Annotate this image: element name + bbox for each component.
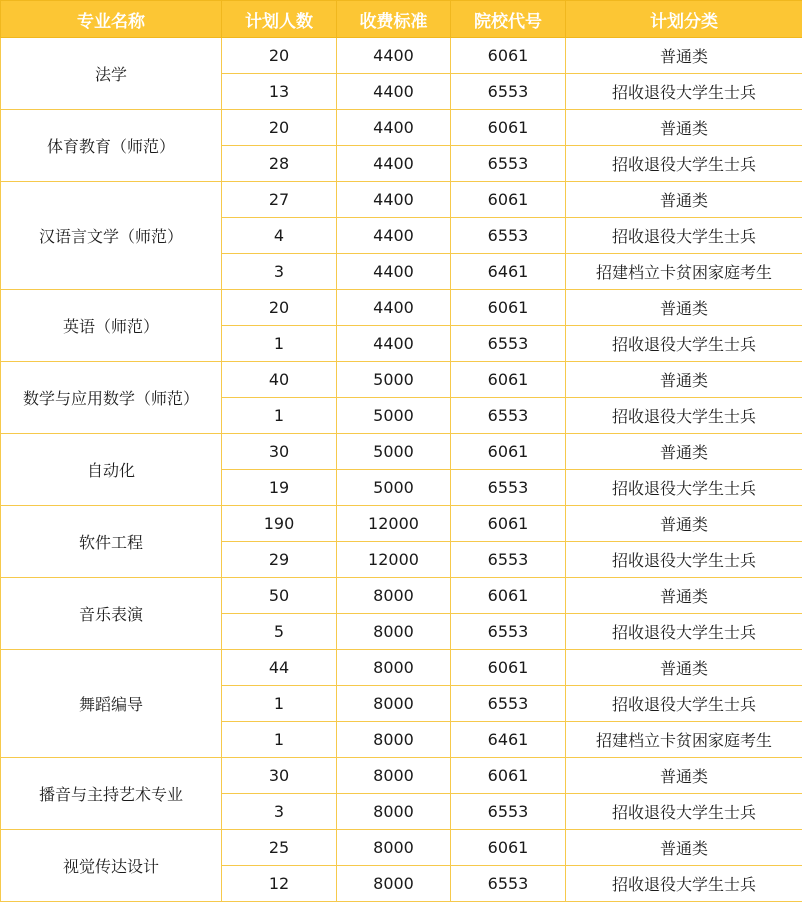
school-code-cell: 6553 — [451, 326, 566, 362]
plan-count-cell: 3 — [222, 254, 337, 290]
plan-count-cell: 30 — [222, 758, 337, 794]
plan-count-cell: 20 — [222, 38, 337, 74]
school-code-cell: 6553 — [451, 542, 566, 578]
plan-count-cell: 27 — [222, 182, 337, 218]
plan-count-cell: 30 — [222, 434, 337, 470]
school-code-cell: 6061 — [451, 506, 566, 542]
table-body — [1, 38, 802, 902]
plan-category-cell: 普通类 — [566, 830, 802, 866]
fee-cell: 8000 — [337, 614, 451, 650]
school-code-cell: 6061 — [451, 830, 566, 866]
plan-count-cell: 190 — [222, 506, 337, 542]
school-code-cell: 6553 — [451, 614, 566, 650]
plan-count-cell: 3 — [222, 794, 337, 830]
fee-cell: 8000 — [337, 578, 451, 614]
school-code-cell: 6061 — [451, 578, 566, 614]
plan-count-cell: 40 — [222, 362, 337, 398]
plan-category-cell: 普通类 — [566, 362, 802, 398]
plan-category-cell: 招建档立卡贫困家庭考生 — [566, 254, 802, 290]
plan-count-cell: 1 — [222, 326, 337, 362]
plan-category-cell: 普通类 — [566, 578, 802, 614]
school-code-cell: 6553 — [451, 146, 566, 182]
table-row — [1, 38, 802, 74]
major-name-cell: 汉语言文学（师范） — [1, 182, 222, 290]
school-code-cell: 6061 — [451, 434, 566, 470]
school-code-cell: 6061 — [451, 110, 566, 146]
fee-cell: 4400 — [337, 326, 451, 362]
school-code-cell: 6061 — [451, 362, 566, 398]
fee-cell: 12000 — [337, 506, 451, 542]
school-code-cell: 6553 — [451, 398, 566, 434]
table-row — [1, 362, 802, 398]
plan-category-cell: 招收退役大学生士兵 — [566, 74, 802, 110]
plan-count-cell: 1 — [222, 686, 337, 722]
plan-count-cell: 1 — [222, 398, 337, 434]
fee-cell: 4400 — [337, 218, 451, 254]
plan-category-cell: 普通类 — [566, 38, 802, 74]
plan-count-cell: 4 — [222, 218, 337, 254]
table-row — [1, 506, 802, 542]
plan-category-cell: 招收退役大学生士兵 — [566, 470, 802, 506]
school-code-cell: 6061 — [451, 650, 566, 686]
plan-category-cell: 招收退役大学生士兵 — [566, 542, 802, 578]
table-row — [1, 830, 802, 866]
plan-count-cell: 20 — [222, 290, 337, 326]
fee-cell: 4400 — [337, 146, 451, 182]
school-code-cell: 6061 — [451, 758, 566, 794]
fee-cell: 5000 — [337, 398, 451, 434]
header-row — [1, 1, 802, 38]
plan-count-cell: 13 — [222, 74, 337, 110]
school-code-cell: 6461 — [451, 254, 566, 290]
fee-cell: 8000 — [337, 650, 451, 686]
fee-cell: 5000 — [337, 470, 451, 506]
fee-cell: 4400 — [337, 182, 451, 218]
plan-count-cell: 1 — [222, 722, 337, 758]
school-code-cell: 6553 — [451, 470, 566, 506]
fee-cell: 5000 — [337, 362, 451, 398]
table-row — [1, 650, 802, 686]
major-name-cell: 体育教育（师范） — [1, 110, 222, 182]
school-code-cell: 6553 — [451, 218, 566, 254]
plan-category-cell: 招收退役大学生士兵 — [566, 146, 802, 182]
plan-count-cell: 20 — [222, 110, 337, 146]
fee-cell: 8000 — [337, 830, 451, 866]
plan-category-cell: 招收退役大学生士兵 — [566, 398, 802, 434]
table-row — [1, 434, 802, 470]
plan-count-cell: 28 — [222, 146, 337, 182]
major-name-cell: 法学 — [1, 38, 222, 110]
school-code-cell: 6061 — [451, 38, 566, 74]
plan-category-cell: 招收退役大学生士兵 — [566, 794, 802, 830]
school-code-cell: 6553 — [451, 74, 566, 110]
major-name-cell: 英语（师范） — [1, 290, 222, 362]
fee-cell: 4400 — [337, 110, 451, 146]
major-name-cell: 舞蹈编导 — [1, 650, 222, 758]
plan-count-cell: 5 — [222, 614, 337, 650]
school-code-cell: 6461 — [451, 722, 566, 758]
fee-cell: 4400 — [337, 254, 451, 290]
school-code-cell: 6553 — [451, 866, 566, 902]
plan-count-cell: 44 — [222, 650, 337, 686]
table-row — [1, 758, 802, 794]
plan-category-cell: 普通类 — [566, 290, 802, 326]
plan-category-cell: 普通类 — [566, 758, 802, 794]
plan-category-cell: 普通类 — [566, 650, 802, 686]
plan-category-cell: 招收退役大学生士兵 — [566, 218, 802, 254]
school-code-cell: 6061 — [451, 290, 566, 326]
major-name-cell: 视觉传达设计 — [1, 830, 222, 902]
table-row — [1, 182, 802, 218]
plan-category-cell: 普通类 — [566, 434, 802, 470]
plan-category-cell: 招收退役大学生士兵 — [566, 326, 802, 362]
major-name-cell: 数学与应用数学（师范） — [1, 362, 222, 434]
fee-cell: 12000 — [337, 542, 451, 578]
plan-category-cell: 普通类 — [566, 182, 802, 218]
table-row — [1, 290, 802, 326]
header-major-name: 专业名称 — [1, 1, 222, 38]
plan-category-cell: 招收退役大学生士兵 — [566, 866, 802, 902]
fee-cell: 4400 — [337, 74, 451, 110]
fee-cell: 8000 — [337, 686, 451, 722]
table-row — [1, 578, 802, 614]
fee-cell: 5000 — [337, 434, 451, 470]
plan-category-cell: 普通类 — [566, 110, 802, 146]
fee-cell: 4400 — [337, 38, 451, 74]
fee-cell: 4400 — [337, 290, 451, 326]
header-plan-count: 计划人数 — [222, 1, 337, 38]
header-fee: 收费标准 — [337, 1, 451, 38]
school-code-cell: 6061 — [451, 182, 566, 218]
major-name-cell: 自动化 — [1, 434, 222, 506]
major-name-cell: 音乐表演 — [1, 578, 222, 650]
major-name-cell: 软件工程 — [1, 506, 222, 578]
plan-count-cell: 12 — [222, 866, 337, 902]
plan-category-cell: 招建档立卡贫困家庭考生 — [566, 722, 802, 758]
fee-cell: 8000 — [337, 758, 451, 794]
school-code-cell: 6553 — [451, 794, 566, 830]
plan-category-cell: 普通类 — [566, 506, 802, 542]
school-code-cell: 6553 — [451, 686, 566, 722]
major-name-cell: 播音与主持艺术专业 — [1, 758, 222, 830]
fee-cell: 8000 — [337, 794, 451, 830]
header-plan-category: 计划分类 — [566, 1, 802, 38]
plan-category-cell: 招收退役大学生士兵 — [566, 614, 802, 650]
plan-count-cell: 19 — [222, 470, 337, 506]
header-school-code: 院校代号 — [451, 1, 566, 38]
fee-cell: 8000 — [337, 866, 451, 902]
fee-cell: 8000 — [337, 722, 451, 758]
plan-count-cell: 50 — [222, 578, 337, 614]
plan-count-cell: 29 — [222, 542, 337, 578]
table-row — [1, 110, 802, 146]
plan-category-cell: 招收退役大学生士兵 — [566, 686, 802, 722]
plan-count-cell: 25 — [222, 830, 337, 866]
